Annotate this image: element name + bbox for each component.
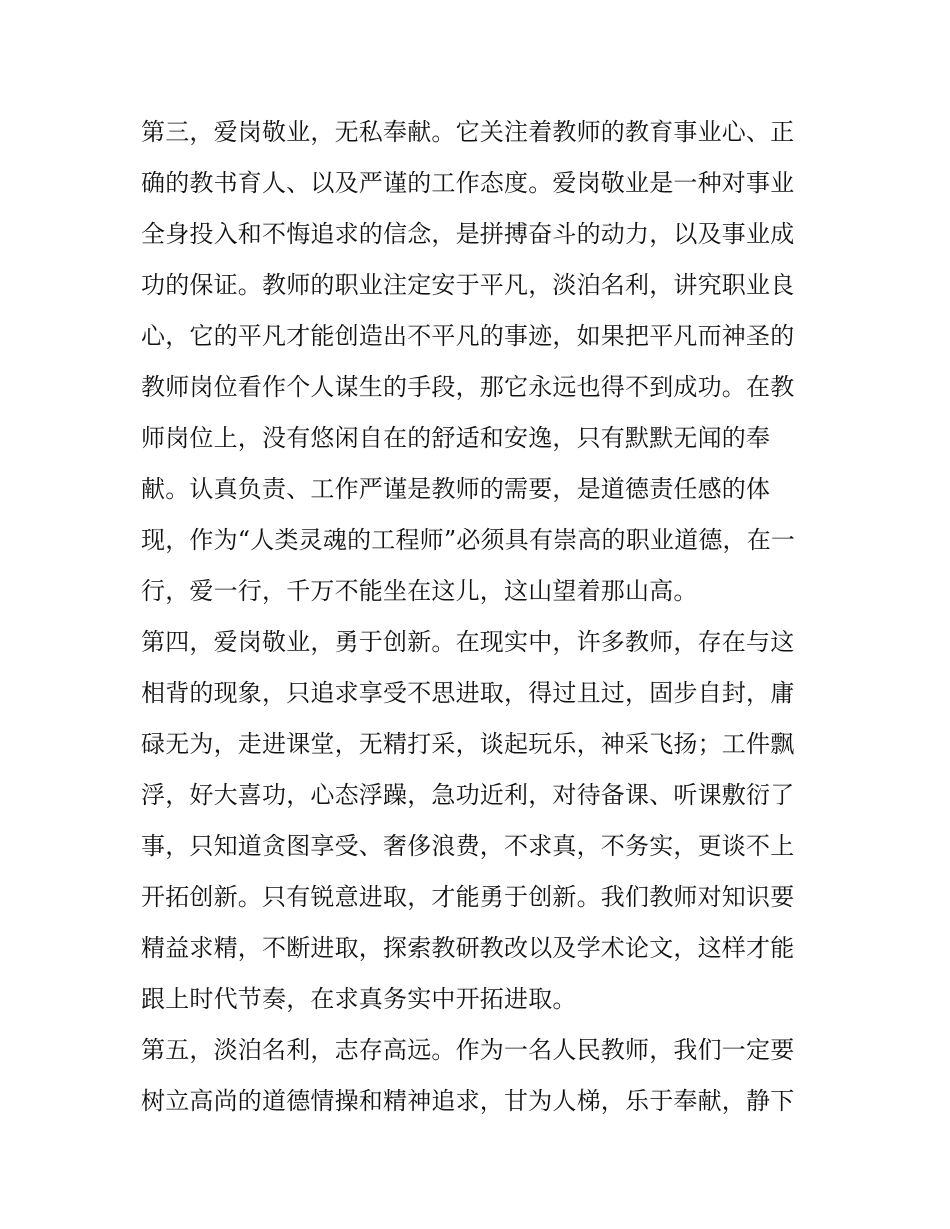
- text-line: 功的保证。教师的职业注定安于平凡，淡泊名利，讲究职业良: [141, 271, 795, 299]
- text-line: 第五，淡泊名利，志存高远。作为一名人民教师，我们一定要: [141, 1036, 795, 1064]
- text-line: 精益求精，不断进取，探索教研教改以及学术论文，这样才能: [141, 934, 795, 962]
- text-line: 全身投入和不悔追求的信念，是拼搏奋斗的动力，以及事业成: [141, 220, 795, 248]
- text-line: 师岗位上，没有悠闲自在的舒适和安逸，只有默默无闻的奉: [141, 424, 771, 452]
- text-line: 浮，好大喜功，心态浮躁，急功近利，对待备课、听课敷衍了: [141, 781, 795, 809]
- text-line: 现，作为“人类灵魂的工程师”必须具有崇高的职业道德，在一: [141, 526, 796, 554]
- text-line: 跟上时代节奏，在求真务实中开拓进取。: [141, 985, 577, 1013]
- text-line: 第三，爱岗敬业，无私奉献。它关注着教师的教育事业心、正: [141, 118, 795, 146]
- text-line: 开拓创新。只有锐意进取，才能勇于创新。我们教师对知识要: [141, 883, 795, 911]
- text-line: 树立高尚的道德情操和精神追求，甘为人梯，乐于奉献，静下: [141, 1087, 795, 1115]
- text-line: 行，爱一行，千万不能坐在这儿，这山望着那山高。: [141, 577, 698, 605]
- text-line: 碌无为，走进课堂，无精打采，谈起玩乐，神采飞扬；工件飘: [141, 730, 795, 758]
- text-line: 心，它的平凡才能创造出不平凡的事迹，如果把平凡而神圣的: [141, 322, 795, 350]
- text-line: 相背的现象，只追求享受不思进取，得过且过，固步自封，庸: [141, 679, 795, 707]
- text-line: 献。认真负责、工作严谨是教师的需要，是道德责任感的体: [141, 475, 771, 503]
- text-line: 第四，爱岗敬业，勇于创新。在现实中，许多教师，存在与这: [141, 628, 795, 656]
- text-line: 确的教书育人、以及严谨的工作态度。爱岗敬业是一种对事业: [141, 169, 795, 197]
- text-line: 事，只知道贪图享受、奢侈浪费，不求真，不务实，更谈不上: [141, 832, 795, 860]
- body-text: [141, 107, 813, 1127]
- text-line: 教师岗位看作个人谋生的手段，那它永远也得不到成功。在教: [141, 373, 795, 401]
